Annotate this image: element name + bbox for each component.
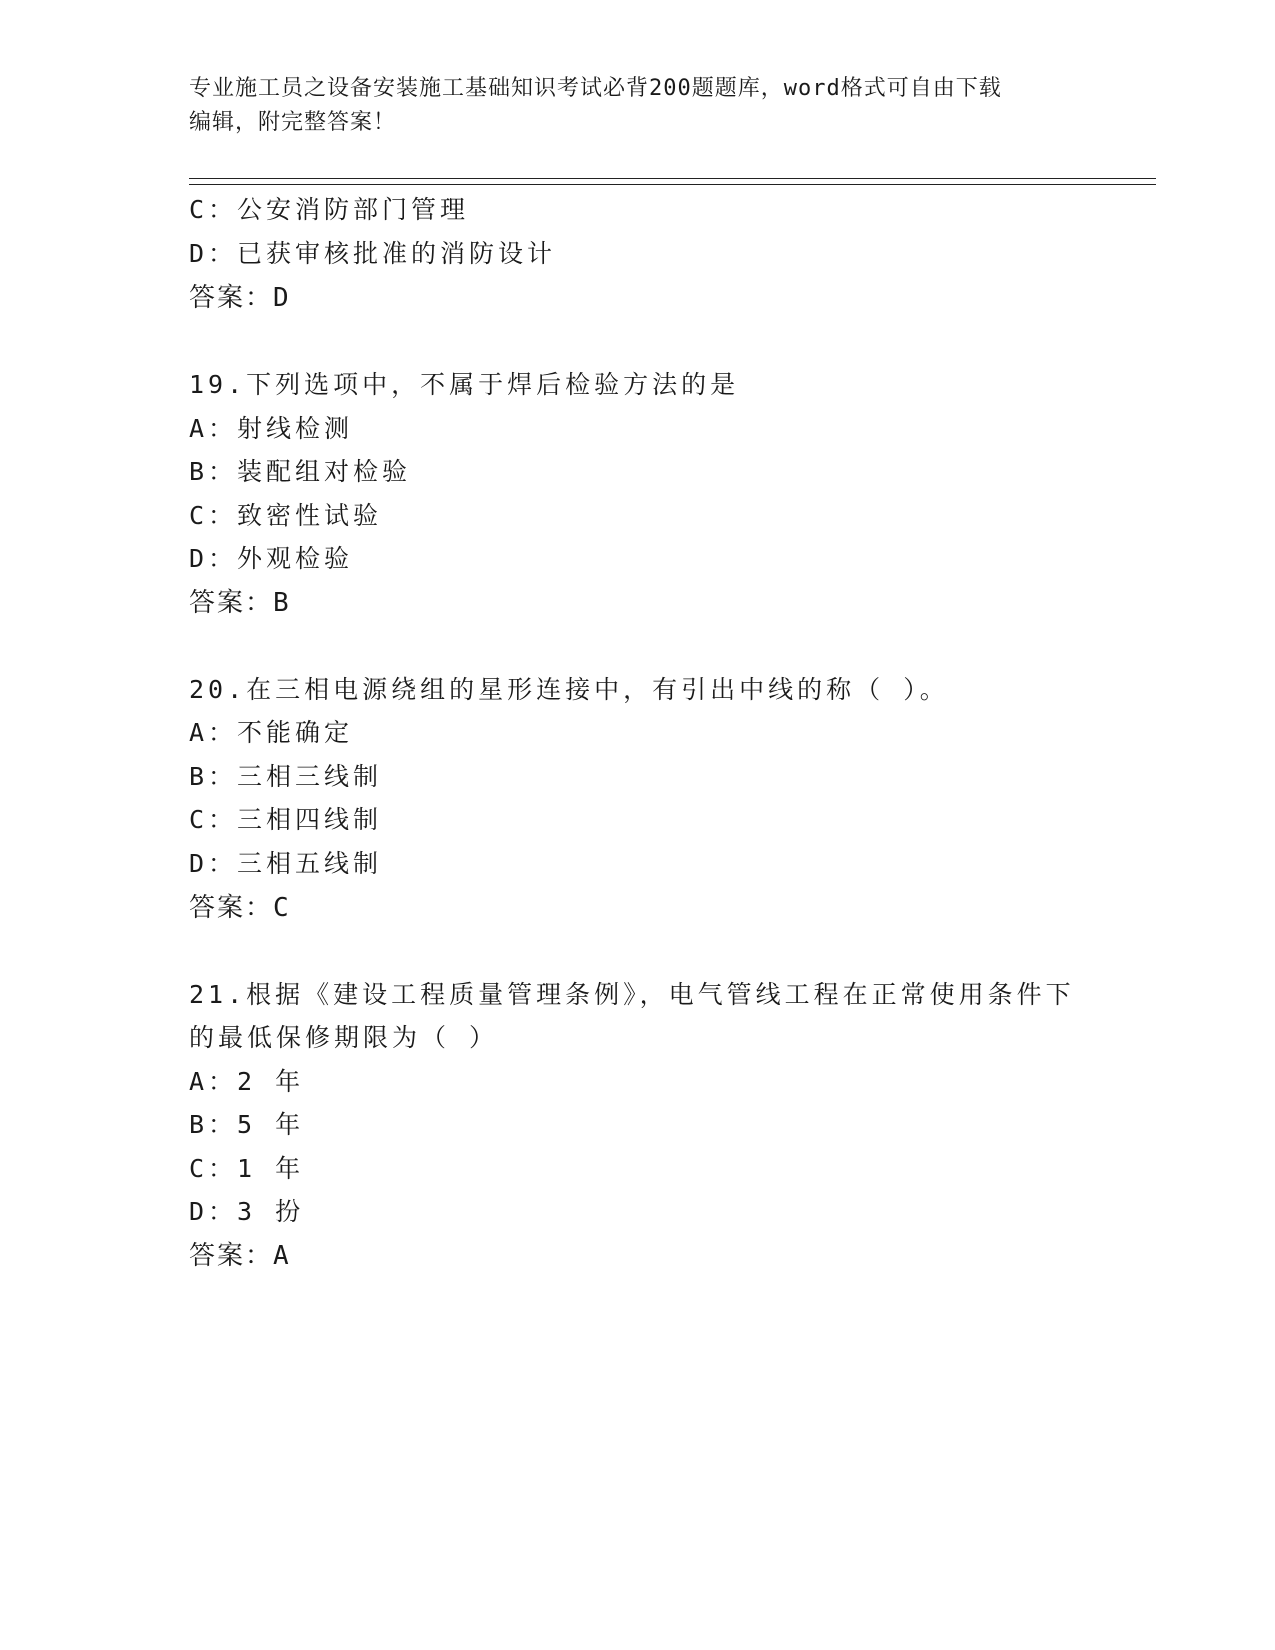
option-d: D：已获审核批准的消防设计 (189, 239, 557, 268)
question-stem: 20.在三相电源绕组的星形连接中，有引出中线的称（ ）。 (189, 675, 949, 704)
option-b: B：5 年 (189, 1110, 305, 1139)
option-c: C：1 年 (189, 1154, 305, 1183)
header-line-2: 编辑，附完整答案！ (189, 110, 397, 135)
answer: 答案：D (189, 283, 291, 313)
option-c: C：公安消防部门管理 (189, 195, 470, 224)
header-rule-top (189, 178, 1156, 179)
question-stem-line-2: 的最低保修期限为（ ） (189, 1023, 499, 1052)
answer: 答案：C (189, 893, 291, 923)
question-stem: 19.下列选项中，不属于焊后检验方法的是 (189, 370, 740, 399)
option-a: A：2 年 (189, 1067, 305, 1096)
option-c: C：致密性试验 (189, 501, 383, 530)
option-d: D：3 扮 (189, 1197, 305, 1226)
question-stem-line-1: 21.根据《建设工程质量管理条例》，电气管线工程在正常使用条件下 (189, 980, 1075, 1009)
option-a: A：射线检测 (189, 414, 354, 443)
option-b: B：装配组对检验 (189, 457, 412, 486)
header-rule-bottom (189, 184, 1156, 185)
answer: 答案：B (189, 588, 291, 618)
answer: 答案：A (189, 1241, 291, 1271)
option-b: B：三相三线制 (189, 762, 383, 791)
option-a: A：不能确定 (189, 718, 354, 747)
header-line-1: 专业施工员之设备安装施工基础知识考试必背200题题库，word格式可自由下载 (189, 76, 1002, 101)
option-d: D：外观检验 (189, 544, 354, 573)
option-c: C：三相四线制 (189, 805, 383, 834)
document-header (189, 72, 1089, 140)
option-d: D：三相五线制 (189, 849, 383, 878)
